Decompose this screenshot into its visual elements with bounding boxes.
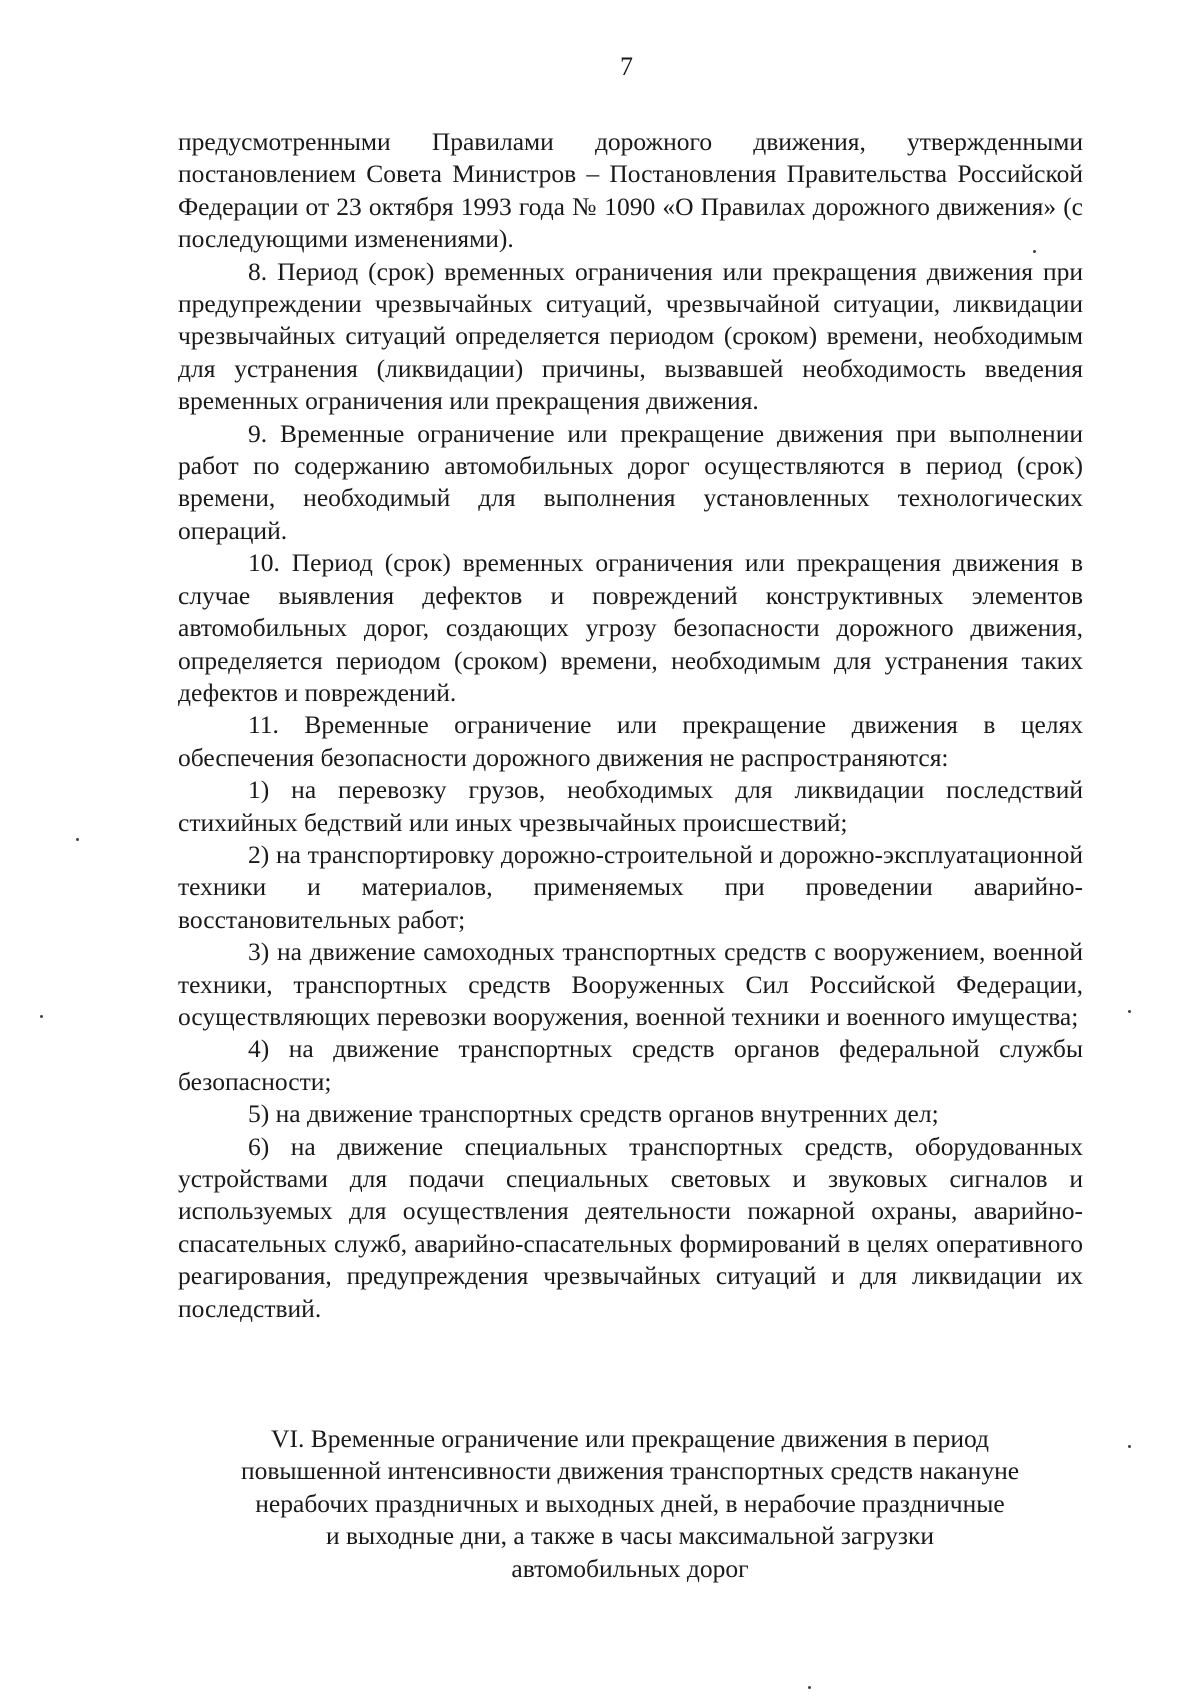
- scan-speck: [76, 838, 79, 841]
- section-heading-line: повышенной интенсивности движения транспортных средств накануне: [240, 1456, 1020, 1486]
- list-item-5: 5) на движение транспортных средств органов внутренних дел;: [248, 1099, 939, 1129]
- paragraph-continuation: предусмотренными Правилами дорожного движения, утвержденными постановлением Совета Министров – Постановления Правительства Российской Федерации от 23 октября 1993 года № 1090 «О Правилах дорожного движения» (с последующими изменениями).: [178, 127, 1083, 254]
- section-heading: [190, 1423, 1070, 1585]
- scan-speck: [1128, 1445, 1131, 1448]
- section-heading-line: VI. Временные ограничение или прекращение движения в период: [271, 1424, 989, 1453]
- list-item-4: 4) на движение транспортных средств органов федеральной службы безопасности;: [178, 1034, 1083, 1096]
- scan-speck: [1128, 1010, 1131, 1013]
- paragraph-item-9: 9. Временные ограничение или прекращение движения при выполнении работ по содержанию автомобильных дорог осуществляются в период (срок) времени, необходимый для выполнения установленных технологических операций.: [178, 418, 1083, 545]
- scan-speck: [40, 1015, 43, 1018]
- list-item-3: 3) на движение самоходных транспортных средств с вооружением, военной техники, транспортных средств Вооруженных Сил Российской Федерации, осуществляющих перевозки вооружения, военной техники и военного имущества;: [178, 937, 1083, 1031]
- section-heading-line: нерабочих праздничных и выходных дней, в нерабочие праздничные: [255, 1488, 1005, 1518]
- paragraph-item-11: 11. Временные ограничение или прекращение движения в целях обеспечения безопасности дорожного движения не распространяются:: [178, 710, 1083, 772]
- scan-speck: [1033, 250, 1036, 253]
- list-item-2: 2) на транспортировку дорожно-строительной и дорожно-эксплуатационной техники и материалов, применяемых при проведении аварийно-восстановительных работ;: [178, 839, 1083, 934]
- list-item-6: 6) на движение специальных транспортных средств, оборудованных устройствами для подачи специальных световых и звуковых сигналов и используемых для осуществления деятельности пожарной охраны, аварийно-спасательных служб, аварийно-спасательных формирований в целях оперативного реагирования, предупреждения чрезвычайных ситуаций и для ликвидации их последствий.: [178, 1131, 1083, 1323]
- scan-speck: [808, 1686, 811, 1689]
- paragraph-item-10: 10. Период (срок) временных ограничения или прекращения движения в случае выявления дефектов и повреждений конструктивных элементов автомобильных дорог, создающих угрозу безопасности дорожного движения, определяется периодом (сроком) времени, необходимым для устранения таких дефектов и повреждений.: [178, 548, 1083, 707]
- body-text: [178, 126, 1083, 1325]
- section-heading-line: и выходные дни, а также в часы максимальной загрузки: [325, 1521, 935, 1551]
- section-heading-line: автомобильных дорог: [511, 1553, 749, 1583]
- paragraph-item-8: 8. Период (срок) временных ограничения или прекращения движения при предупреждении чрезвычайных ситуаций, чрезвычайной ситуации, ликвидации чрезвычайных ситуаций определяется периодом (сроком) времени, необходимым для устранения (ликвидации) причины, вызвавшей необходимость введения временных ограничения или прекращения движения.: [178, 256, 1083, 416]
- list-item-1: 1) на перевозку грузов, необходимых для ликвидации последствий стихийных бедствий или иных чрезвычайных происшествий;: [178, 775, 1083, 837]
- page-number: 7: [620, 52, 633, 81]
